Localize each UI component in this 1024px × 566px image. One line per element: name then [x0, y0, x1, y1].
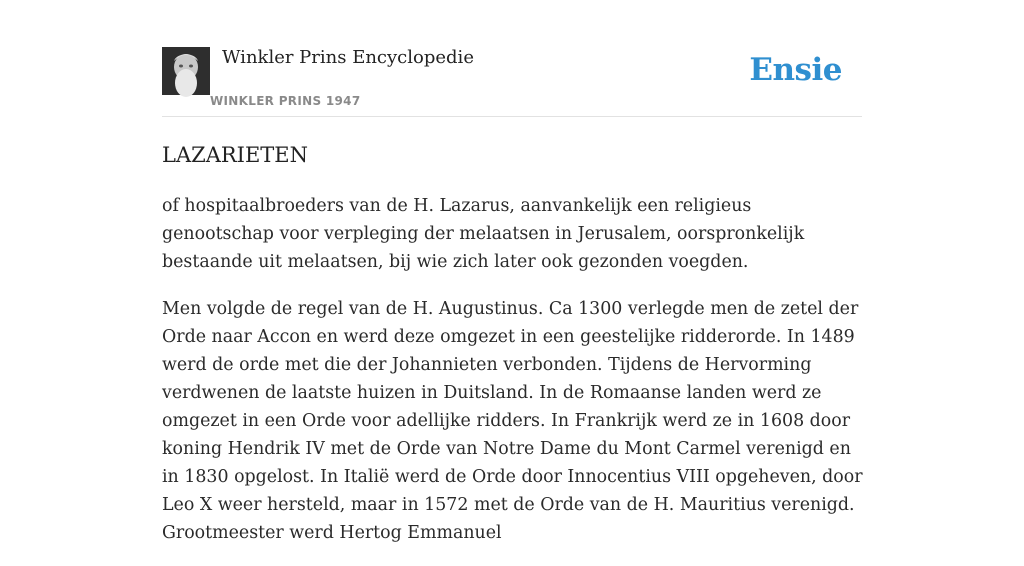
header	[162, 46, 862, 117]
article-paragraph: of hospitaalbroeders van de H. Lazarus, aanvankelijk een religieus genootschap voor verpleging der melaatsen in Jerusalem, oorspronkelijk bestaande uit melaatsen, bij wie zich later ook gezonden voegden.	[162, 196, 805, 272]
brand-logo-link[interactable]: Ensie	[749, 52, 842, 88]
source-subtitle: WINKLER PRINS 1947	[210, 94, 361, 108]
portrait-image	[162, 47, 210, 95]
article-paragraph: Men volgde de regel van de H. Augustinus. Ca 1300 verlegde men de zetel der Orde naar Accon en werd deze omgezet in een geestelijke ridderorde. In 1489 werd de orde met die der Johannieten verbonden. Tijdens de Hervorming verdwenen de laatste huizen in Duitsland. In de Romaanse landen werd ze omgezet in een Orde voor adellijke ridders. In Frankrijk werd ze in 1608 door koning Hendrik IV met de Orde van Notre Dame du Mont Carmel verenigd en in 1830 opgelost. In Italië werd de Orde door Innocentius VIII opgeheven, door Leo X weer hersteld, maar in 1572 met de Orde van de H. Mauritius verenigd. Grootmeester werd Hertog Emmanuel	[162, 299, 863, 543]
article-body	[162, 192, 867, 566]
source-title[interactable]: Winkler Prins Encyclopedie	[222, 47, 474, 68]
author-avatar[interactable]	[162, 47, 210, 95]
article-title: LAZARIETEN	[162, 143, 309, 167]
